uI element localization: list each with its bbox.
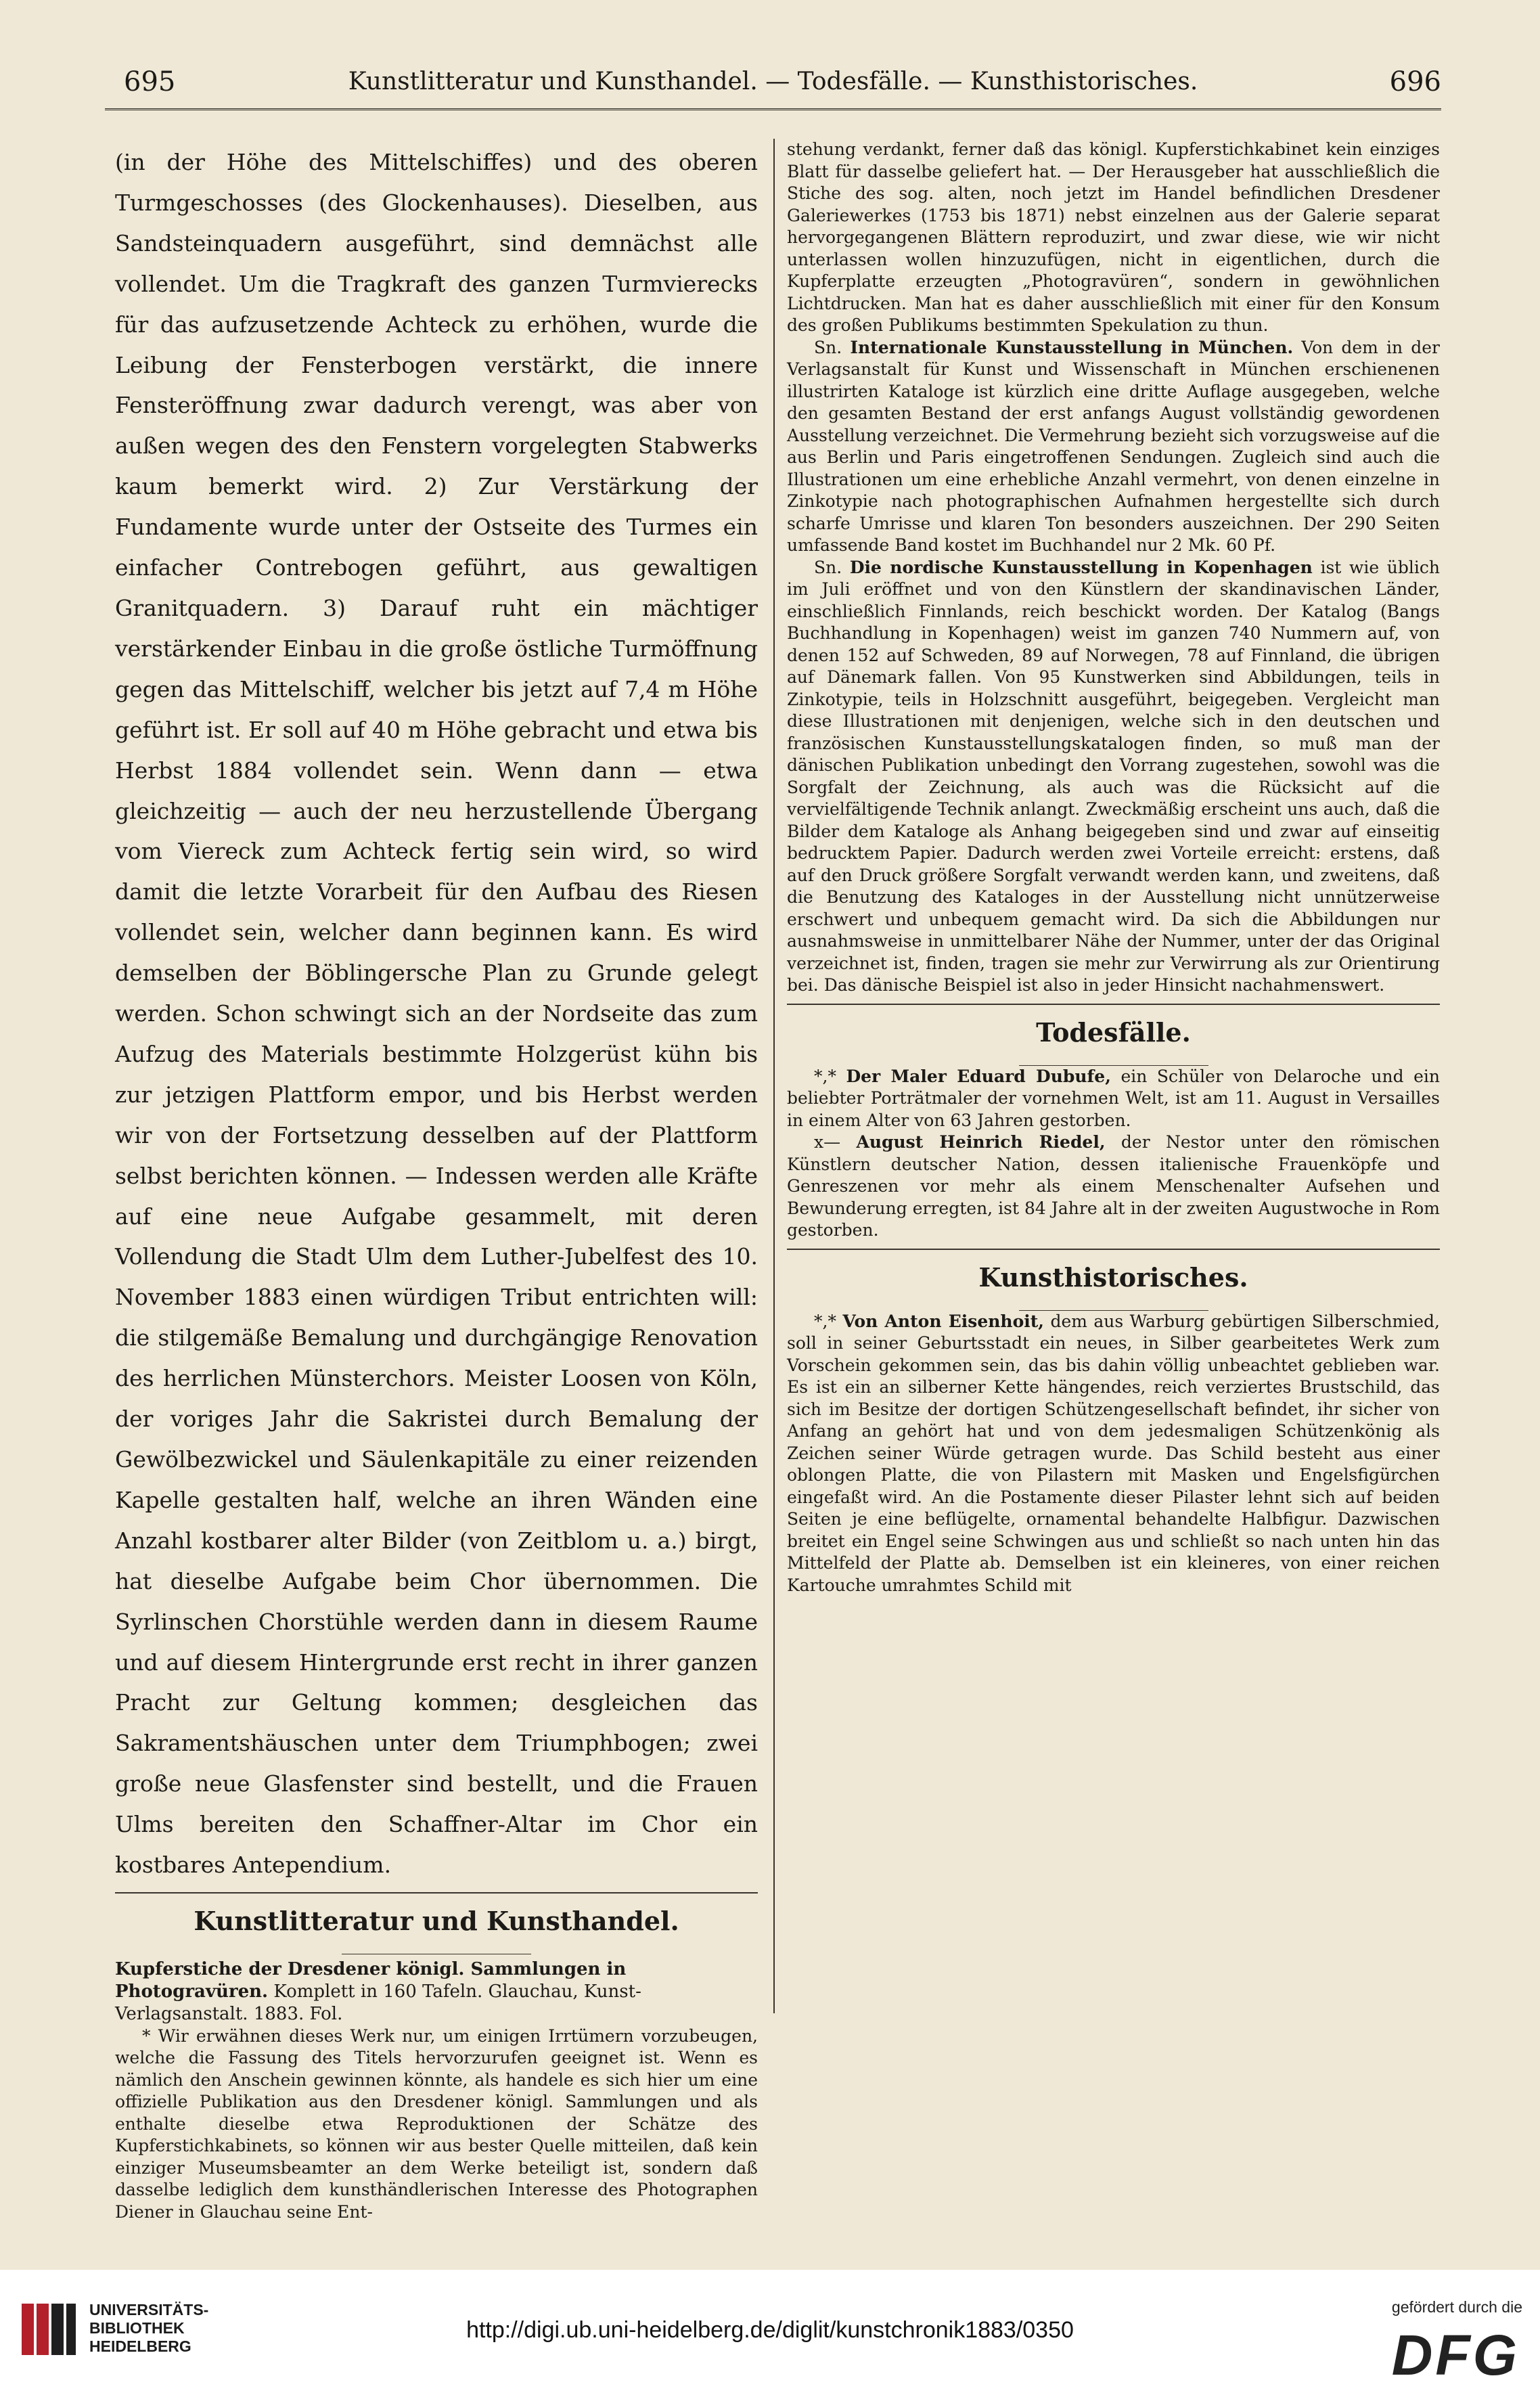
obituary-name-riedel: August Heinrich Riedel, bbox=[856, 1132, 1106, 1152]
page-number-left: 695 bbox=[124, 66, 176, 97]
review-continuation: stehung verdankt, ferner daß das königl. Kupferstichkabinet kein einziges Blatt für dasselbe geliefert hat. — Der Herausgeber hat ausschließlich die Stiche des sog. alten, noch jetzt im Handel befindlichen Dresdener Galeriewerkes (1753 bis 1871) nebst einzelnen aus der Galerie separat hervorgegangenen Blättern reproduzirt, und zwar diese, wie wir nicht unterlassen wollen hinzuzufügen, nicht in eigentlichen, durch die Kupferplatte erzeugten „Photogravüren“, sondern in gewöhnlichen Lichtdrucken. Man hat es daher ausschließlich mit einer für den Konsum des großen Publikums bestimmten Spekulation zu thun. bbox=[787, 139, 1440, 335]
notice-signature: Sn. bbox=[814, 557, 842, 577]
library-name-line: UNIVERSITÄTS- bbox=[89, 2301, 209, 2318]
obituary-riedel bbox=[787, 1132, 1440, 1242]
section-title-todesfaelle: Todesfälle. bbox=[1036, 1016, 1191, 1048]
book-entry-heading bbox=[115, 1958, 758, 2025]
funding-note: gefördert durch die bbox=[1391, 2298, 1522, 2316]
obituary-dubufe bbox=[787, 1066, 1440, 1132]
article-body-ulm: (in der Höhe des Mittelschiffes) und des oberen Turmgeschosses (des Glockenhauses). Dieselben, aus Sandsteinquadern ausgeführt, sind demnächst alle vollendet. Um die Tragkraft des ganzen Turmvierecks für das aufzusetzende Achteck zu erhöhen, wurde die Leibung der Fensterbogen verstärkt, die innere Fensteröffnung zwar dadurch verengt, was aber von außen wegen des den Fenstern vorgelegten Stabwerks kaum bemerkt wird. 2) Zur Verstärkung der Fundamente wurde unter der Ostseite des Turmes ein einfacher Contrebogen geführt, aus gewaltigen Granitquadern. 3) Darauf ruht ein mächtiger verstärkender Einbau in die große östliche Turmöffnung gegen das Mittelschiff, welcher bis jetzt auf 7,4 m Höhe geführt ist. Er soll auf 40 m Höhe gebracht und etwa bis Herbst 1884 vollendet sein. Wenn dann — etwa gleichzeitig — auch der neu herzustellende Übergang vom Viereck zum Achteck fertig sein wird, so wird damit die letzte Vorarbeit für den Aufbau des Riesen vollendet sein, welcher dann beginnen kann. Es wird demselben der Böblingersche Plan zu Grunde gelegt werden. Schon schwingt sich an der Nordseite das zum Aufzug des Materials bestimmte Holzgerüst kühn bis zur jetzigen Plattform empor, und bis Herbst werden wir von der Fortsetzung desselben auf der Plattform selbst berichten können. — Indessen werden alle Kräfte auf eine neue Aufgabe gesammelt, mit deren Vollendung die Stadt Ulm dem Luther-Jubelfest des 10. November 1883 einen würdigen Tribut entrichten will: die stilgemäße Bemalung und durchgängige Renovation des herrlichen Münsterchors. Meister Loosen von Köln, der voriges Jahr die Sakristei durch Bemalung der Gewölbezwickel und Säulenkapitäle zu einer reizenden Kapelle gestalten half, welche an ihren Wänden eine Anzahl kostbarer alter Bilder (von Zeitblom u. a.) birgt, hat dieselbe Aufgabe beim Chor übernommen. Die Syrlinschen Chorstühle werden dann in diesem Raume und auf diesem Hintergrunde erst recht in ihrer ganzen Pracht zur Geltung kommen; desgleichen das Sakramentshäuschen unter dem Triumphbogen; zwei große neue Glasfenster sind bestellt, und die Frauen Ulms bereiten den Schaffner-Altar im Chor ein kostbares Antependium. bbox=[115, 149, 758, 1879]
page-number-right: 696 bbox=[1389, 66, 1441, 97]
right-column bbox=[787, 139, 1440, 2020]
section-title-kunsthistorisches: Kunsthistorisches. bbox=[978, 1261, 1248, 1293]
article-name-eisenhoit: Von Anton Eisenhoit, bbox=[842, 1311, 1045, 1331]
notice-text-muenchen: Von dem in der Verlagsanstalt für Kunst und Wissenschaft in München erschienenen illustrirten Kataloge ist kürzlich eine dritte Auflage ausgegeben, welche den gesamten Bestand der erst anfangs August vollständig gewordenen Ausstellung verzeichnet. Die Vermehrung bezieht sich vorzugsweise auf die aus Berlin und Paris eingetroffenen Sendungen. Zugleich sind auch die Illustrationen um eine erhebliche Anzahl vermehrt, von denen einzelne in Zinkotypie nach photographischen Aufnahmen hergestellte sich durch scharfe Umrisse und klaren Ton besonders auszeichnen. Der 290 Seiten umfassende Band kostet im Buchhandel nur 2 Mk. 60 Pf. bbox=[787, 337, 1440, 555]
dfg-logo: DFG bbox=[1391, 2323, 1520, 2387]
left-column bbox=[115, 142, 758, 2222]
library-name-line: HEIDELBERG bbox=[89, 2337, 191, 2355]
permalink-url[interactable]: http://digi.ub.uni-heidelberg.de/diglit/kunstchronik1883/0350 bbox=[466, 2317, 1074, 2343]
article-text-eisenhoit: dem aus Warburg gebürtigen Silberschmied, soll in seiner Geburtsstadt ein neues, in Silber gearbeitetes Werk zum Vorschein gekommen sein, das bis dahin völlig unbeachtet geblieben war. Es ist ein an silberner Kette hängendes, reich verziertes Brustschild, das sich im Besitze der dortigen Schützengesellschaft befindet, ihr sicher von Anfang an gehört hat und von dem jedesmaligen Schützenkönig als Zeichen seiner Würde getragen wurde. Das Schild besteht aus einer oblongen Platte, die von Pilastern mit Masken und Engelsfigürchen eingefaßt wird. An die Postamente dieser Pilaster lehnt sich auf beiden Seiten je eine beflügelte, ornamental behandelte Halbfigur. Dazwischen breitet ein Engel seine Schwingen aus und schließt so nach unten hin das Mittelfeld der Platte ab. Demselben ist ein kleineres, von einer reichen Kartouche umrahmtes Schild mit bbox=[787, 1311, 1440, 1595]
header-rule bbox=[105, 108, 1441, 110]
obituary-name-dubufe: Der Maler Eduard Dubufe, bbox=[846, 1066, 1111, 1086]
notice-title-muenchen: Internationale Kunstausstellung in München. bbox=[850, 337, 1294, 357]
notice-title-kopenhagen: Die nordische Kunstausstellung in Kopenhagen bbox=[849, 557, 1313, 577]
notice-signature: Sn. bbox=[814, 337, 842, 357]
book-review-text: * Wir erwähnen dieses Werk nur, um einigen Irrtümern vorzubeugen, welche die Fassung des Titels hervorzurufen geeignet ist. Wenn es nämlich den Anschein gewinnen könnte, als handele es sich hier um eine offizielle Publikation aus den Dresdener königl. Sammlungen und als enthalte dieselbe etwa Reproduktionen der Schätze des Kupferstichkabinets, so können wir aus bester Quelle mitteilen, daß kein einziger Museumsbeamter an dem Werke beteiligt ist, sondern daß dasselbe lediglich dem kunsthändlerischen Interesse des Photographen Diener in Glauchau seine Ent- bbox=[115, 2025, 758, 2222]
entry-mark: *,* bbox=[814, 1311, 836, 1331]
notice-text-kopenhagen: ist wie üblich im Juli eröffnet und von den Künstlern der skandinavischen Länder, einschließlich Finnlands, reich beschickt worden. Der Katalog (Bangs Buchhandlung in Kopenhagen) weist im ganzen 740 Nummern auf, von denen 152 auf Schweden, 89 auf Norwegen, 78 auf Finnland, die übrigen auf Dänemark fallen. Von 95 Kunstwerken sind Abbildungen, teils in Zinkotypie, teils in Holzschnitt ausgeführt, beigegeben. Vergleicht man diese Illustrationen mit denjenigen, welche sich in den deutschen und französischen Kunstausstellungskatalogen finden, so muß man der dänischen Publikation unbedingt den Vorrang zugestehen, sowohl was die Sorgfalt der Zeichnung, als auch was die Rücksicht auf die vervielfältigende Technik anlangt. Zweckmäßig erscheint uns auch, daß die Bilder dem Kataloge als Anhang beigegeben sind und zwar auf einseitig bedrucktem Papier. Dadurch werden zwei Vorteile erreicht: erstens, daß auf den Druck größere Sorgfalt verwandt werden kann, und zweitens, daß die Benutzung des Kataloges in der Ausstellung nicht unnützerweise erschwert und unbequem gemacht wird. Da sich die Abbildungen nur ausnahmsweise in unmittelbarer Nähe der Nummer, unter der das Original verzeichnet ist, finden, tragen sie mehr zur Verwirrung als zur Orientirung bei. Das dänische Beispiel ist also in jeder Hinsicht nachahmenswert. bbox=[787, 557, 1441, 995]
obituary-text-dubufe: ein Schüler von Delaroche und ein beliebter Porträtmaler der vornehmen Welt, ist am 11. August in Versailles in einem Alter von 63 Jahren gestorben. bbox=[787, 1066, 1440, 1130]
entry-mark: x— bbox=[814, 1132, 841, 1152]
page-header bbox=[105, 62, 1441, 103]
library-name-line: BIBLIOTHEK bbox=[89, 2319, 185, 2337]
article-eisenhoit bbox=[787, 1311, 1440, 1597]
running-title: Kunstlitteratur und Kunsthandel. — Todesfälle. — Kunsthistorisches. bbox=[348, 68, 1198, 95]
footer-bar bbox=[0, 2270, 1540, 2397]
entry-mark: *,* bbox=[814, 1066, 836, 1086]
section-title-kunstlitteratur: Kunstlitteratur und Kunsthandel. bbox=[194, 1905, 679, 1936]
notice-kopenhagen bbox=[787, 557, 1440, 997]
notice-muenchen bbox=[787, 337, 1440, 557]
book-publication-info: Komplett in 160 Tafeln. Glauchau, Kunst-Verlagsanstalt. 1883. Fol. bbox=[115, 1981, 641, 2024]
column-divider bbox=[773, 139, 775, 2013]
obituary-text-riedel: der Nestor unter den römischen Künstlern deutscher Nation, dessen italienische Frauenköpfe und Genreszenen vor mehr als einem Menschenalter Aufsehen und Bewunderung erregten, ist 84 Jahre alt in der zweiten Augustwoche in Rom gestorben. bbox=[787, 1132, 1440, 1240]
book-title: Kupferstiche der Dresdener königl. Sammlungen in Photogravüren. bbox=[115, 1958, 627, 2002]
